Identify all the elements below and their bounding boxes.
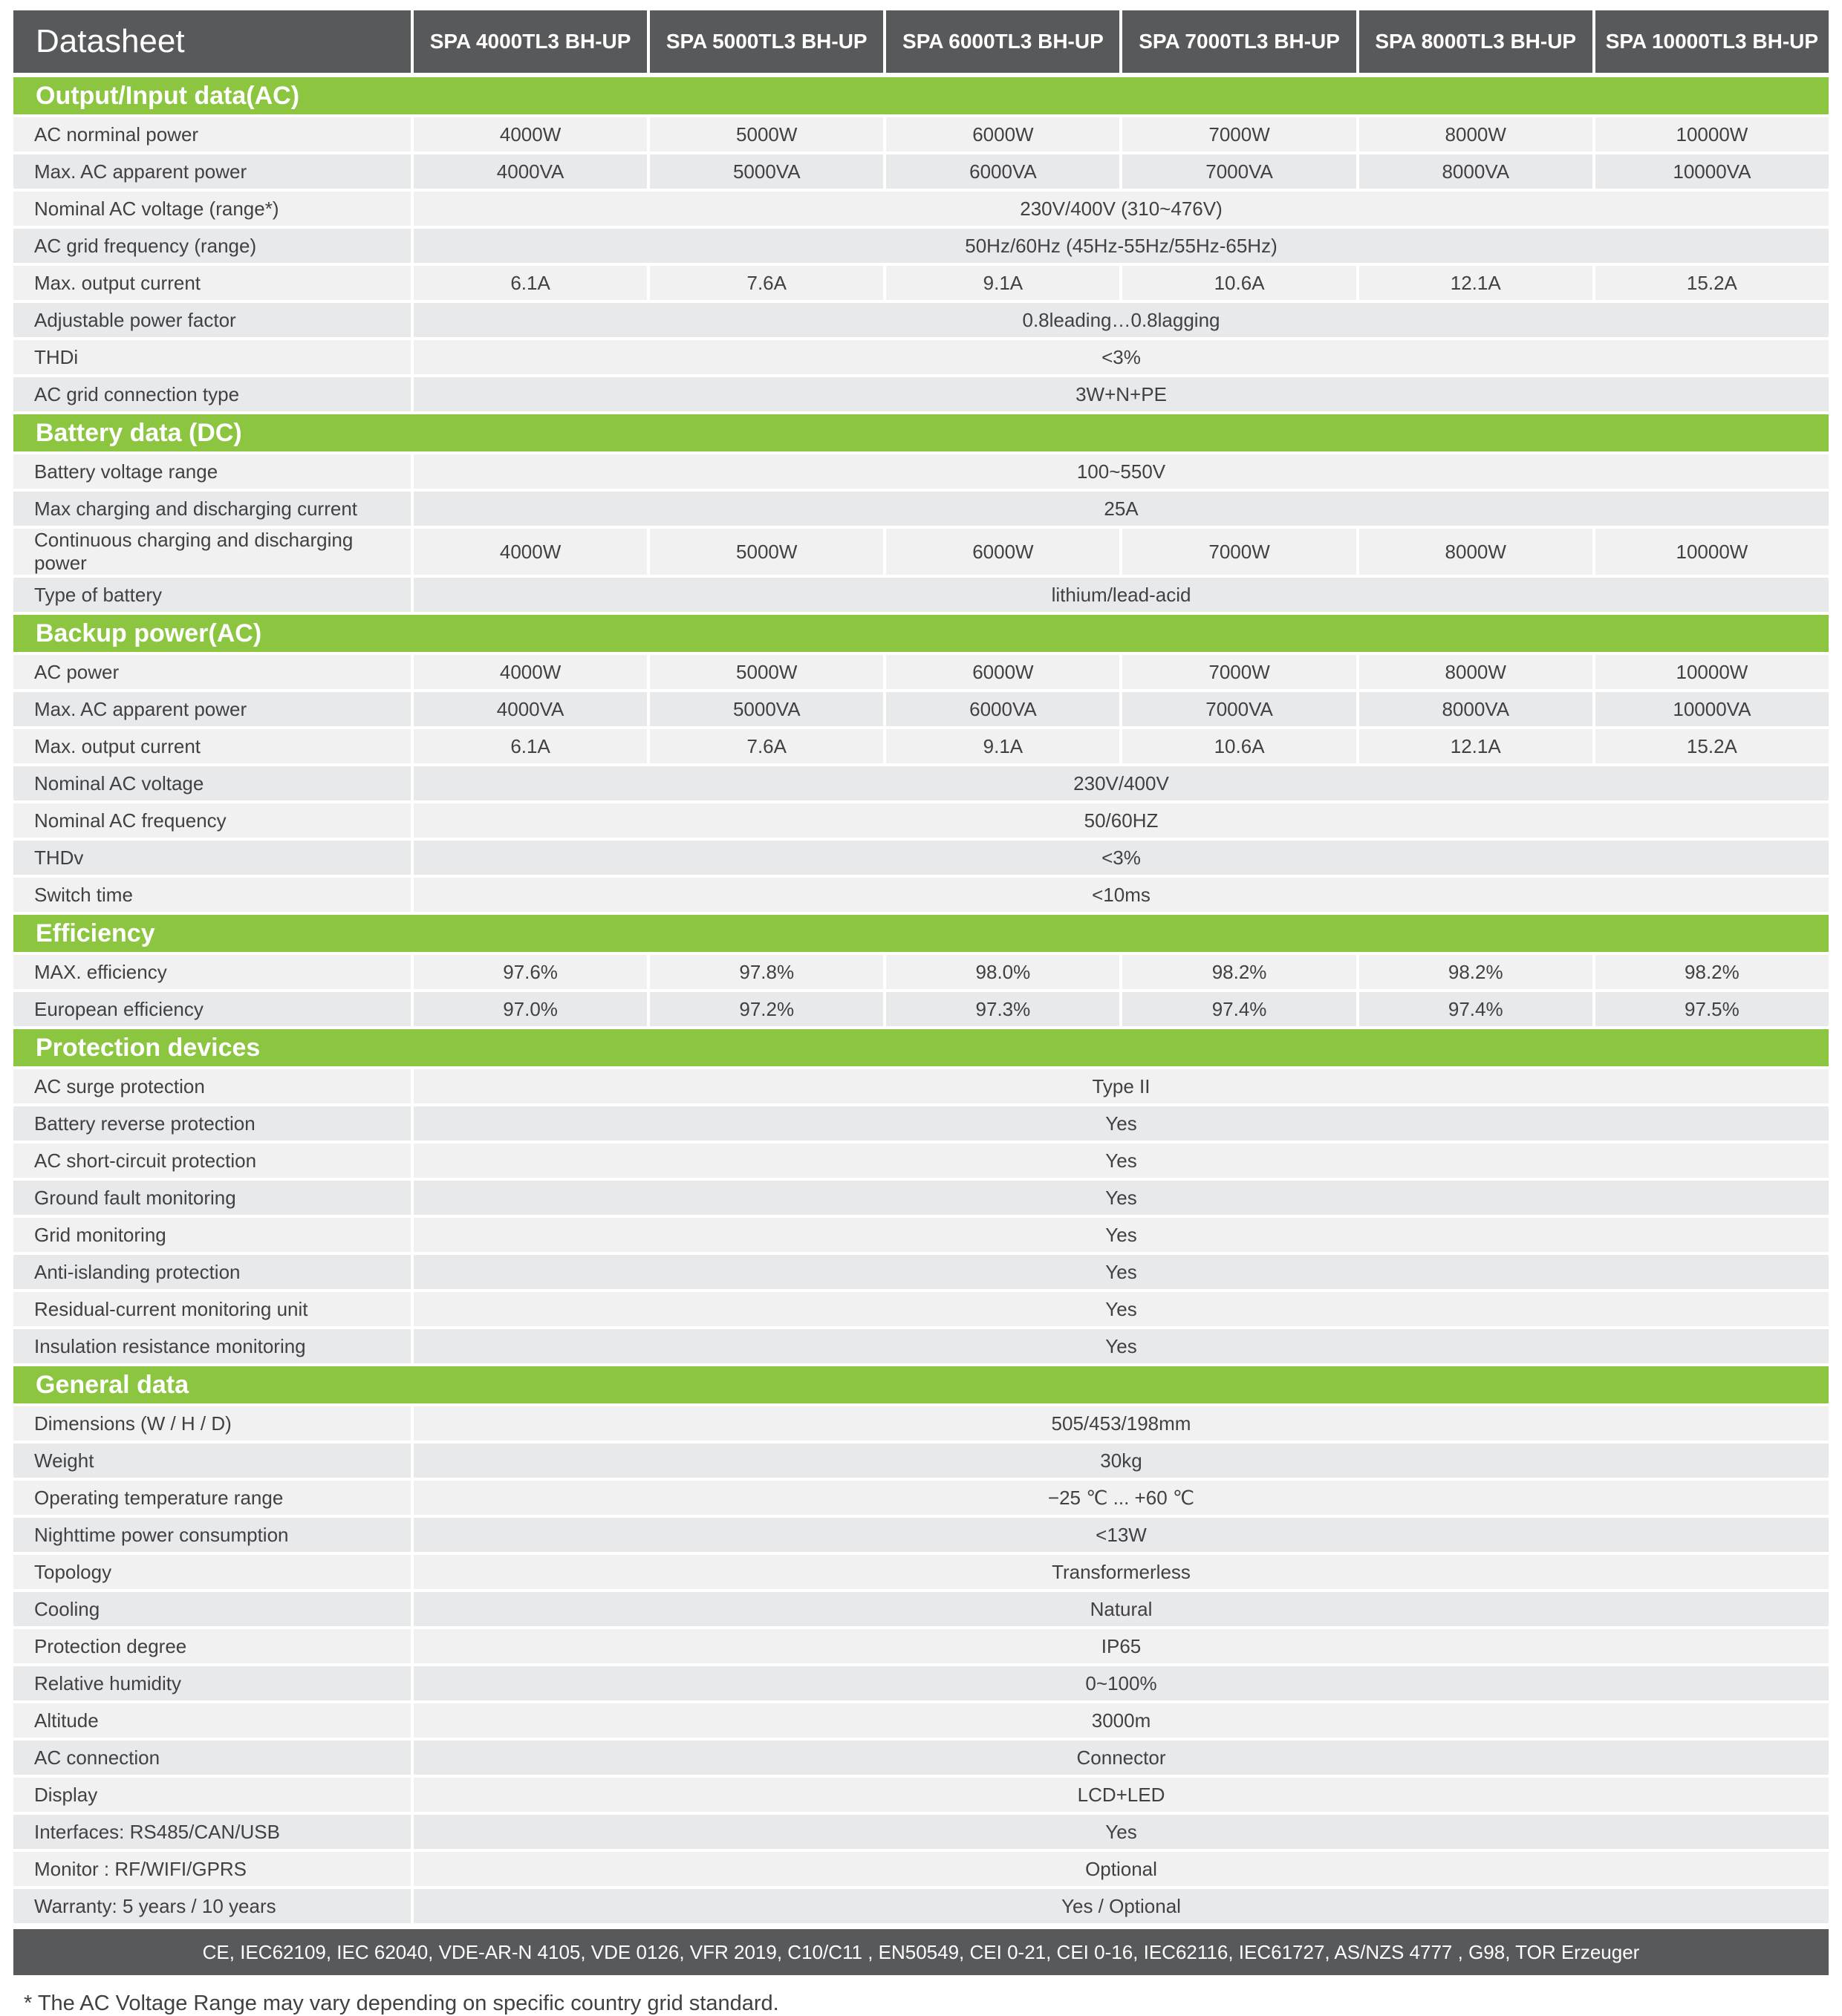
spec-value-span: Yes bbox=[414, 1181, 1829, 1215]
spec-label: Grid monitoring bbox=[13, 1218, 411, 1252]
spec-value-span: 50/60HZ bbox=[414, 803, 1829, 838]
spec-value-span: 50Hz/60Hz (45Hz-55Hz/55Hz-65Hz) bbox=[414, 229, 1829, 263]
spec-row bbox=[13, 1255, 1829, 1289]
spec-row bbox=[13, 1555, 1829, 1589]
spec-row bbox=[13, 1815, 1829, 1849]
spec-value: 6000VA bbox=[886, 154, 1119, 189]
spec-row bbox=[13, 377, 1829, 411]
spec-row bbox=[13, 154, 1829, 189]
spec-value-span: Type II bbox=[414, 1069, 1829, 1103]
spec-row bbox=[13, 692, 1829, 726]
spec-label: AC connection bbox=[13, 1741, 411, 1775]
spec-row bbox=[13, 578, 1829, 612]
spec-row bbox=[13, 492, 1829, 526]
section-header: Protection devices bbox=[13, 1029, 1829, 1066]
spec-value-span: lithium/lead-acid bbox=[414, 578, 1829, 612]
spec-label: AC norminal power bbox=[13, 117, 411, 151]
spec-value: 8000W bbox=[1359, 655, 1592, 689]
spec-label: Continuous charging and discharging power bbox=[13, 529, 411, 575]
spec-value: 6000VA bbox=[886, 692, 1119, 726]
spec-label: THDi bbox=[13, 340, 411, 374]
spec-value: 10000W bbox=[1595, 655, 1829, 689]
spec-value: 5000W bbox=[650, 117, 883, 151]
spec-value: 4000VA bbox=[414, 154, 647, 189]
spec-value: 4000VA bbox=[414, 692, 647, 726]
spec-label: Battery voltage range bbox=[13, 454, 411, 489]
spec-value: 7.6A bbox=[650, 729, 883, 763]
footnote: * The AC Voltage Range may vary depending on specific country grid standard. bbox=[24, 1991, 779, 2015]
spec-value-span: Yes / Optional bbox=[414, 1889, 1829, 1923]
spec-value: 5000W bbox=[650, 655, 883, 689]
spec-value-span: Transformerless bbox=[414, 1555, 1829, 1589]
spec-value: 5000VA bbox=[650, 154, 883, 189]
spec-value-span: 230V/400V (310~476V) bbox=[414, 192, 1829, 226]
spec-label: Ground fault monitoring bbox=[13, 1181, 411, 1215]
spec-row bbox=[13, 878, 1829, 912]
spec-label: Warranty: 5 years / 10 years bbox=[13, 1889, 411, 1923]
spec-value-span: 505/453/198mm bbox=[414, 1406, 1829, 1441]
spec-row bbox=[13, 1592, 1829, 1626]
spec-value: 9.1A bbox=[886, 266, 1119, 300]
spec-value: 5000VA bbox=[650, 692, 883, 726]
spec-row bbox=[13, 1778, 1829, 1812]
spec-row bbox=[13, 655, 1829, 689]
spec-value-span: 3000m bbox=[414, 1703, 1829, 1738]
spec-row bbox=[13, 454, 1829, 489]
spec-label: Switch time bbox=[13, 878, 411, 912]
spec-label: Nighttime power consumption bbox=[13, 1518, 411, 1552]
spec-label: Max. AC apparent power bbox=[13, 692, 411, 726]
spec-value-span: Yes bbox=[414, 1106, 1829, 1141]
spec-value-span: 30kg bbox=[414, 1444, 1829, 1478]
spec-value: 97.8% bbox=[650, 955, 883, 989]
spec-row bbox=[13, 955, 1829, 989]
spec-value: 6.1A bbox=[414, 729, 647, 763]
spec-row bbox=[13, 1629, 1829, 1663]
certifications-bar: CE, IEC62109, IEC 62040, VDE-AR-N 4105, VDE 0126, VFR 2019, C10/C11 , EN50549, CEI 0-21, CEI 0-16, IEC62116, IEC61727, AS/NZS 4777 , G98, TOR Erzeuger bbox=[13, 1929, 1829, 1975]
spec-value: 5000W bbox=[650, 529, 883, 575]
spec-value-span: Yes bbox=[414, 1329, 1829, 1363]
spec-row bbox=[13, 192, 1829, 226]
spec-row bbox=[13, 303, 1829, 337]
spec-label: Anti-islanding protection bbox=[13, 1255, 411, 1289]
spec-value: 7.6A bbox=[650, 266, 883, 300]
spec-label: AC surge protection bbox=[13, 1069, 411, 1103]
spec-row bbox=[13, 766, 1829, 800]
spec-row bbox=[13, 1518, 1829, 1552]
spec-value-span: <10ms bbox=[414, 878, 1829, 912]
spec-value-span: Yes bbox=[414, 1144, 1829, 1178]
spec-label: Protection degree bbox=[13, 1629, 411, 1663]
model-header: SPA 5000TL3 BH-UP bbox=[650, 10, 883, 73]
model-header: SPA 7000TL3 BH-UP bbox=[1122, 10, 1356, 73]
model-header: SPA 6000TL3 BH-UP bbox=[886, 10, 1119, 73]
spec-value: 15.2A bbox=[1595, 729, 1829, 763]
spec-value: 10000W bbox=[1595, 117, 1829, 151]
spec-value-span: Yes bbox=[414, 1255, 1829, 1289]
spec-value: 7000VA bbox=[1122, 154, 1356, 189]
spec-value: 10.6A bbox=[1122, 266, 1356, 300]
spec-row bbox=[13, 1666, 1829, 1700]
datasheet-title: Datasheet bbox=[13, 10, 411, 73]
spec-row bbox=[13, 729, 1829, 763]
spec-value-span: 230V/400V bbox=[414, 766, 1829, 800]
spec-row bbox=[13, 266, 1829, 300]
model-header: SPA 8000TL3 BH-UP bbox=[1359, 10, 1592, 73]
spec-value-span: Yes bbox=[414, 1815, 1829, 1849]
spec-row bbox=[13, 1181, 1829, 1215]
spec-label: Monitor : RF/WIFI/GPRS bbox=[13, 1852, 411, 1886]
spec-row bbox=[13, 1741, 1829, 1775]
spec-label: Display bbox=[13, 1778, 411, 1812]
spec-value: 6.1A bbox=[414, 266, 647, 300]
spec-value: 8000VA bbox=[1359, 154, 1592, 189]
spec-value: 8000VA bbox=[1359, 692, 1592, 726]
spec-label: Insulation resistance monitoring bbox=[13, 1329, 411, 1363]
spec-table bbox=[13, 77, 1829, 1923]
spec-label: AC grid connection type bbox=[13, 377, 411, 411]
spec-value: 97.5% bbox=[1595, 992, 1829, 1026]
spec-label: Topology bbox=[13, 1555, 411, 1589]
spec-value: 15.2A bbox=[1595, 266, 1829, 300]
spec-value-span: <3% bbox=[414, 340, 1829, 374]
spec-value: 98.2% bbox=[1359, 955, 1592, 989]
spec-value: 7000W bbox=[1122, 117, 1356, 151]
spec-value: 4000W bbox=[414, 117, 647, 151]
spec-value: 98.2% bbox=[1595, 955, 1829, 989]
spec-label: Residual-current monitoring unit bbox=[13, 1292, 411, 1326]
spec-row bbox=[13, 1329, 1829, 1363]
model-header: SPA 10000TL3 BH-UP bbox=[1595, 10, 1829, 73]
spec-label: Dimensions (W / H / D) bbox=[13, 1406, 411, 1441]
spec-value-span: <3% bbox=[414, 841, 1829, 875]
spec-value: 7000VA bbox=[1122, 692, 1356, 726]
spec-row bbox=[13, 1406, 1829, 1441]
spec-value: 6000W bbox=[886, 655, 1119, 689]
spec-value-span: Natural bbox=[414, 1592, 1829, 1626]
spec-value: 98.0% bbox=[886, 955, 1119, 989]
section-header: Battery data (DC) bbox=[13, 414, 1829, 451]
spec-value: 10000VA bbox=[1595, 692, 1829, 726]
spec-value-span: 0~100% bbox=[414, 1666, 1829, 1700]
table-header-row bbox=[13, 10, 1829, 73]
spec-value: 97.6% bbox=[414, 955, 647, 989]
spec-label: Max. output current bbox=[13, 266, 411, 300]
spec-value: 97.4% bbox=[1122, 992, 1356, 1026]
spec-label: Operating temperature range bbox=[13, 1481, 411, 1515]
spec-value-span: 25A bbox=[414, 492, 1829, 526]
model-header: SPA 4000TL3 BH-UP bbox=[414, 10, 647, 73]
spec-label: Relative humidity bbox=[13, 1666, 411, 1700]
spec-value: 10000W bbox=[1595, 529, 1829, 575]
spec-value: 4000W bbox=[414, 529, 647, 575]
spec-value: 98.2% bbox=[1122, 955, 1356, 989]
spec-value: 6000W bbox=[886, 117, 1119, 151]
spec-label: AC short-circuit protection bbox=[13, 1144, 411, 1178]
spec-row bbox=[13, 229, 1829, 263]
spec-value: 97.4% bbox=[1359, 992, 1592, 1026]
spec-row bbox=[13, 1852, 1829, 1886]
spec-row bbox=[13, 1703, 1829, 1738]
spec-value: 6000W bbox=[886, 529, 1119, 575]
spec-label: Max charging and discharging current bbox=[13, 492, 411, 526]
spec-value: 97.2% bbox=[650, 992, 883, 1026]
spec-label: Altitude bbox=[13, 1703, 411, 1738]
spec-row bbox=[13, 1069, 1829, 1103]
spec-label: Nominal AC frequency bbox=[13, 803, 411, 838]
spec-value-span: 0.8leading…0.8lagging bbox=[414, 303, 1829, 337]
spec-value-span: −25 ℃ ... +60 ℃ bbox=[414, 1481, 1829, 1515]
spec-value-span: LCD+LED bbox=[414, 1778, 1829, 1812]
spec-label: AC grid frequency (range) bbox=[13, 229, 411, 263]
spec-label: Battery reverse protection bbox=[13, 1106, 411, 1141]
section-header: Efficiency bbox=[13, 915, 1829, 952]
spec-label: Max. AC apparent power bbox=[13, 154, 411, 189]
spec-label: Adjustable power factor bbox=[13, 303, 411, 337]
spec-label: Type of battery bbox=[13, 578, 411, 612]
spec-value-span: <13W bbox=[414, 1518, 1829, 1552]
spec-row bbox=[13, 340, 1829, 374]
spec-value: 12.1A bbox=[1359, 729, 1592, 763]
spec-row bbox=[13, 1444, 1829, 1478]
spec-row bbox=[13, 803, 1829, 838]
spec-label: Max. output current bbox=[13, 729, 411, 763]
spec-value: 7000W bbox=[1122, 529, 1356, 575]
spec-value: 10.6A bbox=[1122, 729, 1356, 763]
spec-label: Cooling bbox=[13, 1592, 411, 1626]
spec-row bbox=[13, 1889, 1829, 1923]
spec-value: 12.1A bbox=[1359, 266, 1592, 300]
spec-value-span: 100~550V bbox=[414, 454, 1829, 489]
spec-value-span: 3W+N+PE bbox=[414, 377, 1829, 411]
spec-value-span: Yes bbox=[414, 1292, 1829, 1326]
spec-row bbox=[13, 841, 1829, 875]
spec-value-span: Optional bbox=[414, 1852, 1829, 1886]
spec-value: 7000W bbox=[1122, 655, 1356, 689]
spec-value: 97.3% bbox=[886, 992, 1119, 1026]
section-header: Output/Input data(AC) bbox=[13, 77, 1829, 114]
spec-value: 97.0% bbox=[414, 992, 647, 1026]
spec-value-span: IP65 bbox=[414, 1629, 1829, 1663]
spec-row bbox=[13, 117, 1829, 151]
section-header: Backup power(AC) bbox=[13, 615, 1829, 652]
spec-row bbox=[13, 1481, 1829, 1515]
spec-value: 10000VA bbox=[1595, 154, 1829, 189]
spec-value: 9.1A bbox=[886, 729, 1119, 763]
spec-label: MAX. efficiency bbox=[13, 955, 411, 989]
spec-label: AC power bbox=[13, 655, 411, 689]
spec-label: Nominal AC voltage (range*) bbox=[13, 192, 411, 226]
spec-label: Interfaces: RS485/CAN/USB bbox=[13, 1815, 411, 1849]
spec-value: 4000W bbox=[414, 655, 647, 689]
spec-row bbox=[13, 1106, 1829, 1141]
spec-label: Weight bbox=[13, 1444, 411, 1478]
section-header: General data bbox=[13, 1366, 1829, 1403]
spec-value: 8000W bbox=[1359, 117, 1592, 151]
spec-value-span: Connector bbox=[414, 1741, 1829, 1775]
spec-label: European efficiency bbox=[13, 992, 411, 1026]
spec-value: 8000W bbox=[1359, 529, 1592, 575]
spec-row bbox=[13, 529, 1829, 575]
spec-row bbox=[13, 992, 1829, 1026]
spec-label: THDv bbox=[13, 841, 411, 875]
spec-row bbox=[13, 1144, 1829, 1178]
spec-label: Nominal AC voltage bbox=[13, 766, 411, 800]
spec-row bbox=[13, 1218, 1829, 1252]
spec-value-span: Yes bbox=[414, 1218, 1829, 1252]
spec-row bbox=[13, 1292, 1829, 1326]
